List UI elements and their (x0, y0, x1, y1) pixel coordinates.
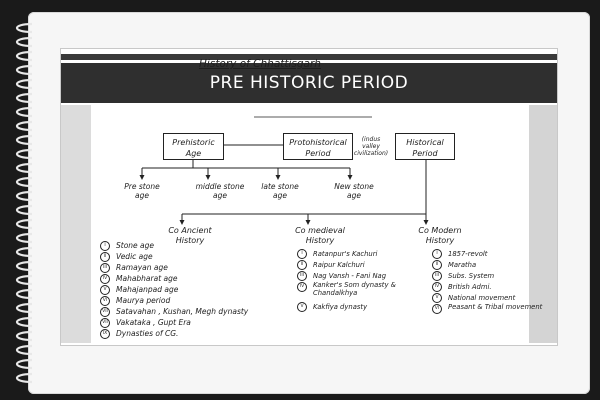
roman-numeral-badge: V (432, 293, 442, 303)
list-item (297, 259, 422, 270)
heading-medieval-history: Co medieval History (295, 226, 345, 245)
item-text: Kanker's Som dynasty & Chandalkhya (313, 281, 396, 297)
item-text: Subs. System (448, 271, 495, 280)
roman-numeral-badge: III (100, 263, 110, 273)
roman-numeral-badge: IV (100, 274, 110, 284)
list-item (100, 328, 275, 339)
list-item (100, 284, 275, 295)
list-item (100, 317, 275, 328)
roman-numeral-badge: IX (100, 329, 110, 339)
roman-numeral-badge: VII (100, 318, 110, 328)
roman-numeral-badge: IV (432, 282, 442, 292)
item-text: British Admi. (448, 282, 492, 291)
roman-numeral-badge: V (297, 302, 307, 312)
list-item (432, 292, 547, 303)
list-item (100, 295, 275, 306)
item-text: Ratanpur's Kachuri (313, 249, 378, 258)
item-text: Satavahan , Kushan, Megh dynasty (116, 307, 249, 316)
box-label: Historical Period (406, 138, 444, 158)
roman-numeral-badge: I (100, 241, 110, 251)
roman-numeral-badge: VI (100, 296, 110, 306)
age-late-stone: late stone age (261, 182, 299, 200)
list-item (297, 270, 422, 281)
list-item (297, 248, 422, 259)
roman-numeral-badge: III (432, 271, 442, 281)
shade-left (61, 105, 91, 343)
roman-numeral-badge: I (297, 249, 307, 259)
roman-numeral-badge: II (432, 260, 442, 270)
list-item (432, 303, 547, 323)
item-text: Kakfiya dynasty (313, 302, 368, 311)
box-protohistorical-period (283, 133, 353, 160)
spiral-binding (10, 18, 40, 386)
item-text: Raipur Kalchuri (313, 260, 365, 269)
list-modern-history (432, 248, 547, 323)
item-text: 1857-revolt (448, 249, 488, 258)
roman-numeral-badge: III (297, 271, 307, 281)
item-text: Stone age (116, 241, 155, 250)
heading-modern-history: Co Modern History (418, 226, 462, 245)
slide-title: PRE HISTORIC PERIOD (61, 63, 557, 103)
diagram-subtitle: History of Chhattisgarh (199, 58, 321, 70)
item-text: Vedic age (116, 252, 153, 261)
list-item (432, 248, 547, 259)
list-item (297, 301, 422, 312)
roman-numeral-badge: V (100, 285, 110, 295)
list-item (100, 273, 275, 284)
list-medieval-history (297, 248, 422, 312)
roman-numeral-badge: VII (100, 307, 110, 317)
item-text: Vakataka , Gupt Era (116, 318, 191, 327)
proto-note: (indus valley civilization) (353, 136, 389, 157)
list-item (100, 262, 275, 273)
list-item (100, 306, 275, 317)
item-text: Mahajanpad age (116, 285, 179, 294)
age-new-stone: New stone age (334, 182, 374, 200)
list-item (432, 259, 547, 270)
box-label: Protohistorical Period (289, 138, 347, 158)
heading-ancient-history: Co Ancient History (168, 226, 212, 245)
roman-numeral-badge: I (432, 249, 442, 259)
roman-numeral-badge: IV (297, 282, 307, 292)
list-item (432, 270, 547, 281)
item-text: Maurya period (116, 296, 171, 305)
item-text: Peasant & Tribal movement (448, 303, 543, 311)
box-label: Prehistoric Age (172, 138, 215, 158)
item-text: National movement (448, 293, 516, 302)
list-item (297, 281, 422, 301)
box-prehistoric-age (163, 133, 224, 160)
box-historical-period (395, 133, 455, 160)
item-text: Ramayan age (116, 263, 168, 272)
roman-numeral-badge: VI (432, 304, 442, 314)
item-text: Nag Vansh - Fani Nag (313, 271, 387, 280)
item-text: Maratha (448, 260, 477, 269)
roman-numeral-badge: II (100, 252, 110, 262)
item-text: Dynasties of CG. (116, 329, 179, 338)
item-text: Mahabharat age (116, 274, 178, 283)
list-item (100, 240, 275, 251)
list-item (100, 251, 275, 262)
age-pre-stone: Pre stone age (124, 182, 160, 200)
roman-numeral-badge: II (297, 260, 307, 270)
list-item (432, 281, 547, 292)
age-middle-stone: middle stone age (195, 182, 245, 200)
list-ancient-history (100, 240, 275, 339)
